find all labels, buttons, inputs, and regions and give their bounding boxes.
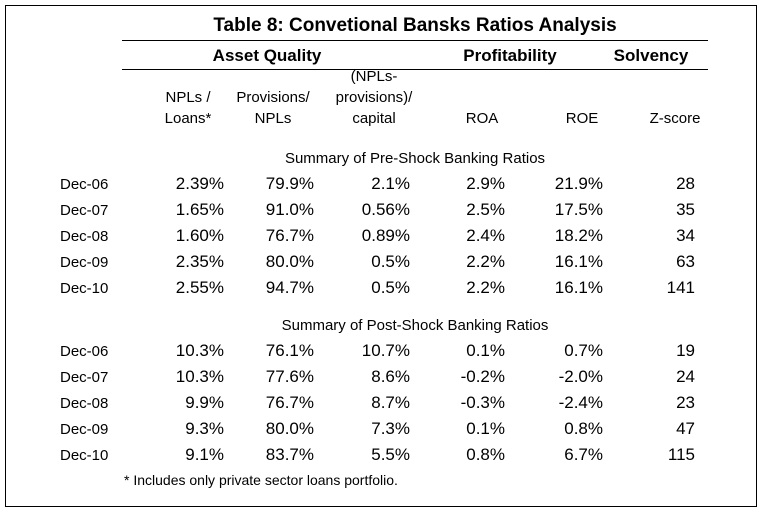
row-date: Dec-07 <box>60 369 109 386</box>
cell-zscore: 63 <box>676 252 695 271</box>
cell-npl-loans: 9.1% <box>185 445 224 464</box>
cell-npl-prov-capital: 5.5% <box>371 445 410 464</box>
cell-npl-prov-capital: 0.89% <box>361 226 410 245</box>
col-head-npl-prov-capital <box>324 66 424 129</box>
row-date: Dec-08 <box>60 228 109 245</box>
cell-roa: -0.2% <box>460 367 505 386</box>
group-asset-quality: Asset Quality <box>212 46 322 65</box>
row-date: Dec-10 <box>60 280 109 297</box>
cell-roe: 17.5% <box>554 200 603 219</box>
cell-npl-loans: 10.3% <box>175 341 224 360</box>
cell-provisions-npls: 76.7% <box>265 393 314 412</box>
table-row <box>0 341 764 367</box>
row-date: Dec-06 <box>60 176 109 193</box>
cell-npl-prov-capital: 8.6% <box>371 367 410 386</box>
cell-roa: 2.2% <box>466 252 505 271</box>
cell-roe: 6.7% <box>564 445 603 464</box>
cell-npl-loans: 1.60% <box>175 226 224 245</box>
col-head-npl-prov-capital-line1: (NPLs- <box>350 68 398 85</box>
cell-npl-prov-capital: 2.1% <box>371 174 410 193</box>
cell-zscore: 24 <box>676 367 695 386</box>
section-heading-post-shock: Summary of Post-Shock Banking Ratios <box>281 317 549 334</box>
cell-npl-prov-capital: 0.5% <box>371 252 410 271</box>
col-head-provisions-npls <box>228 87 318 129</box>
col-head-npl-loans-line1: NPLs / <box>165 89 211 106</box>
cell-npl-prov-capital: 7.3% <box>371 419 410 438</box>
cell-npl-prov-capital: 10.7% <box>361 341 410 360</box>
table-row <box>0 367 764 393</box>
table-row <box>0 174 764 200</box>
cell-provisions-npls: 77.6% <box>265 367 314 386</box>
cell-npl-prov-capital: 8.7% <box>371 393 410 412</box>
section-heading-pre-shock: Summary of Pre-Shock Banking Ratios <box>284 150 546 167</box>
table-row <box>0 200 764 226</box>
col-head-provisions-npls-line1: Provisions/ <box>236 89 310 106</box>
cell-npl-loans: 10.3% <box>175 367 224 386</box>
footnote: * Includes only private sector loans portfolio. <box>124 472 398 488</box>
cell-provisions-npls: 76.1% <box>265 341 314 360</box>
cell-roe: 0.8% <box>564 419 603 438</box>
col-head-provisions-npls-line2: NPLs <box>254 110 292 127</box>
cell-npl-loans: 1.65% <box>175 200 224 219</box>
col-head-zscore: Z-score <box>649 110 701 127</box>
table-row <box>0 252 764 278</box>
table-row <box>0 393 764 419</box>
table-title: Table 8: Convetional Bansks Ratios Analysis <box>213 15 617 36</box>
cell-zscore: 19 <box>676 341 695 360</box>
cell-npl-loans: 9.9% <box>185 393 224 412</box>
cell-zscore: 35 <box>676 200 695 219</box>
row-date: Dec-08 <box>60 395 109 412</box>
cell-provisions-npls: 76.7% <box>265 226 314 245</box>
cell-roe: 18.2% <box>554 226 603 245</box>
cell-roe: -2.4% <box>558 393 603 412</box>
cell-roe: 21.9% <box>554 174 603 193</box>
cell-roe: 16.1% <box>554 252 603 271</box>
cell-roa: 2.4% <box>466 226 505 245</box>
cell-zscore: 47 <box>676 419 695 438</box>
cell-roe: 0.7% <box>564 341 603 360</box>
table-row <box>0 445 764 471</box>
cell-roa: -0.3% <box>460 393 505 412</box>
cell-npl-prov-capital: 0.5% <box>371 278 410 297</box>
cell-roa: 2.2% <box>466 278 505 297</box>
cell-zscore: 28 <box>676 174 695 193</box>
cell-roa: 0.8% <box>466 445 505 464</box>
table-row <box>0 226 764 252</box>
cell-npl-prov-capital: 0.56% <box>361 200 410 219</box>
cell-npl-loans: 9.3% <box>185 419 224 438</box>
row-date: Dec-09 <box>60 254 109 271</box>
col-head-roa: ROA <box>465 110 499 127</box>
cell-npl-loans: 2.39% <box>175 174 224 193</box>
cell-zscore: 34 <box>676 226 695 245</box>
row-date: Dec-07 <box>60 202 109 219</box>
cell-zscore: 115 <box>667 445 695 464</box>
cell-npl-loans: 2.55% <box>175 278 224 297</box>
table-row <box>0 419 764 445</box>
cell-provisions-npls: 79.9% <box>265 174 314 193</box>
cell-provisions-npls: 94.7% <box>265 278 314 297</box>
table-row <box>0 278 764 304</box>
cell-roa: 0.1% <box>466 419 505 438</box>
row-date: Dec-09 <box>60 421 109 438</box>
cell-npl-loans: 2.35% <box>175 252 224 271</box>
cell-zscore: 23 <box>676 393 695 412</box>
col-head-roe: ROE <box>565 110 599 127</box>
row-date: Dec-06 <box>60 343 109 360</box>
title-rule <box>122 40 708 41</box>
cell-provisions-npls: 83.7% <box>265 445 314 464</box>
cell-roe: -2.0% <box>558 367 603 386</box>
col-head-npl-prov-capital-line2: provisions)/ <box>335 89 413 106</box>
cell-roe: 16.1% <box>554 278 603 297</box>
cell-provisions-npls: 80.0% <box>265 252 314 271</box>
group-profitability: Profitability <box>463 46 557 65</box>
cell-zscore: 141 <box>666 278 695 297</box>
cell-roa: 2.9% <box>466 174 505 193</box>
col-head-npl-loans-line2: Loans* <box>164 110 212 127</box>
col-head-npl-loans <box>148 87 228 129</box>
cell-provisions-npls: 91.0% <box>265 200 314 219</box>
col-head-npl-prov-capital-line3: capital <box>352 110 396 127</box>
row-date: Dec-10 <box>60 447 109 464</box>
cell-roa: 2.5% <box>466 200 505 219</box>
cell-provisions-npls: 80.0% <box>265 419 314 438</box>
cell-roa: 0.1% <box>466 341 505 360</box>
group-solvency: Solvency <box>613 46 689 65</box>
